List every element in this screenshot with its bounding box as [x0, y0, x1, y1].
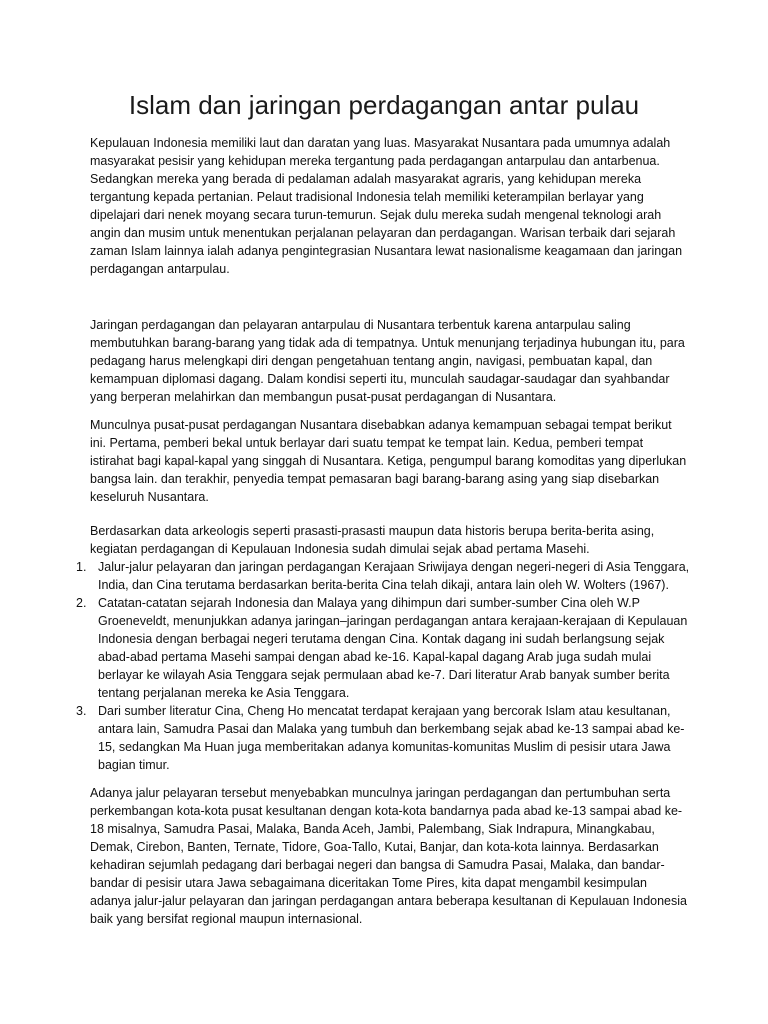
list-item: [76, 558, 690, 594]
list-item: [76, 702, 690, 774]
paragraph-trade-centers: Munculnya pusat-pusat perdagangan Nusantara disebabkan adanya kemampuan sebagai tempat berikut ini. Pertama, pemberi bekal untuk berlayar dari suatu tempat ke tempat lain. Kedua, pemberi tempat istirahat bagi kapal-kapal yang singgah di Nusantara. Ketiga, pengumpul barang komoditas yang diperlukan bangsa lain. dan terakhir, penyedia tempat pemasaran bagi barang-barang asing yang siap disebarkan keseluruh Nusantara.: [90, 418, 687, 504]
list-item-number: 3.: [76, 704, 87, 718]
list-item-number: 1.: [76, 560, 87, 574]
numbered-list: [76, 558, 690, 774]
paragraph-archaeological-data: Berdasarkan data arkeologis seperti prasasti-prasasti maupun data historis berupa berita-berita asing, kegiatan perdagangan di Kepulauan Indonesia sudah dimulai sejak abad pertama Masehi.: [90, 524, 655, 556]
list-item-text: Jalur-jalur pelayaran dan jaringan perdagangan Kerajaan Sriwijaya dengan negeri-negeri di Asia Tenggara, India, dan Cina terutama berdasarkan berita-berita Cina telah dikaji, antara lain oleh W. Wolters (1967).: [98, 560, 690, 592]
list-item-number: 2.: [76, 596, 87, 610]
list-item-text: Catatan-catatan sejarah Indonesia dan Malaya yang dihimpun dari sumber-sumber Cina oleh W.P Groeneveldt, menunjukkan adanya jaringan–jaringan perdagangan antara kerajaan-kerajaan di Kepulauan Indonesia dengan berbagai negeri terutama dengan Cina. Kontak dagang ini sudah berlangsung sejak abad-abad pertama Masehi sampai dengan abad ke-16. Kapal-kapal dagang Arab juga sudah mulai berlayar ke wilayah Asia Tenggara sejak permulaan abad ke-7. Dari literatur Arab banyak sumber berita tentang perjalanan mereka ke Asia Tenggara.: [98, 596, 688, 700]
paragraph-conclusion: Adanya jalur pelayaran tersebut menyebabkan munculnya jaringan perdagangan dan pertumbuhan serta perkembangan kota-kota pusat kesultanan dengan kota-kota bandarnya pada abad ke-13 sampai abad ke-18 misalnya, Samudra Pasai, Malaka, Banda Aceh, Jambi, Palembang, Siak Indrapura, Minangkabau, Demak, Cirebon, Banten, Ternate, Tidore, Goa-Tallo, Kutai, Banjar, dan kota-kota lainnya. Berdasarkan kehadiran sejumlah pedagang dari berbagai negeri dan bangsa di Samudra Pasai, Malaka, dan bandar-bandar di pesisir utara Jawa sebagaimana diceritakan Tome Pires, kita dapat mengambil kesimpulan adanya jalur-jalur pelayaran dan jaringan perdagangan antara beberapa kesultanan di Kepulauan Indonesia baik yang bersifat regional maupun internasional.: [90, 786, 687, 926]
list-item: [76, 594, 690, 702]
paragraph-trade-network: Jaringan perdagangan dan pelayaran antarpulau di Nusantara terbentuk karena antarpulau saling membutuhkan barang-barang yang tidak ada di tempatnya. Untuk menunjang terjadinya hubungan itu, para pedagang harus melengkapi diri dengan pengetahuan tentang angin, navigasi, pembuatan kapal, dan kemampuan diplomasi dagang. Dalam kondisi seperti itu, munculah saudagar-saudagar dan syahbandar yang berperan melahirkan dan membangun pusat-pusat perdagangan di Nusantara.: [90, 318, 685, 404]
list-item-text: Dari sumber literatur Cina, Cheng Ho mencatat terdapat kerajaan yang bercorak Islam atau kesultanan, antara lain, Samudra Pasai dan Malaka yang tumbuh dan berkembang sejak abad ke-13 sampai abad ke-15, sedangkan Ma Huan juga memberitakan adanya komunitas-komunitas Muslim di pesisir utara Jawa bagian timur.: [98, 704, 685, 772]
document-title: Islam dan jaringan perdagangan antar pulau: [128, 90, 640, 120]
paragraph-intro: Kepulauan Indonesia memiliki laut dan daratan yang luas. Masyarakat Nusantara pada umumnya adalah masyarakat pesisir yang kehidupan mereka tergantung pada perdagangan antarpulau dan antarbenua. Sedangkan mereka yang berada di pedalaman adalah masyarakat agraris, yang kehidupan mereka tergantung kepada pertanian. Pelaut tradisional Indonesia telah memiliki keterampilan berlayar yang dipelajari dari nenek moyang secara turun-temurun. Sejak dulu mereka sudah mengenal teknologi arah angin dan musim untuk menentukan perjalanan pelayaran dan perdagangan. Warisan terbaik dari sejarah zaman Islam lainnya ialah adanya pengintegrasian Nusantara lewat nasionalisme keagamaan dan jaringan perdagangan antarpulau.: [90, 136, 683, 276]
